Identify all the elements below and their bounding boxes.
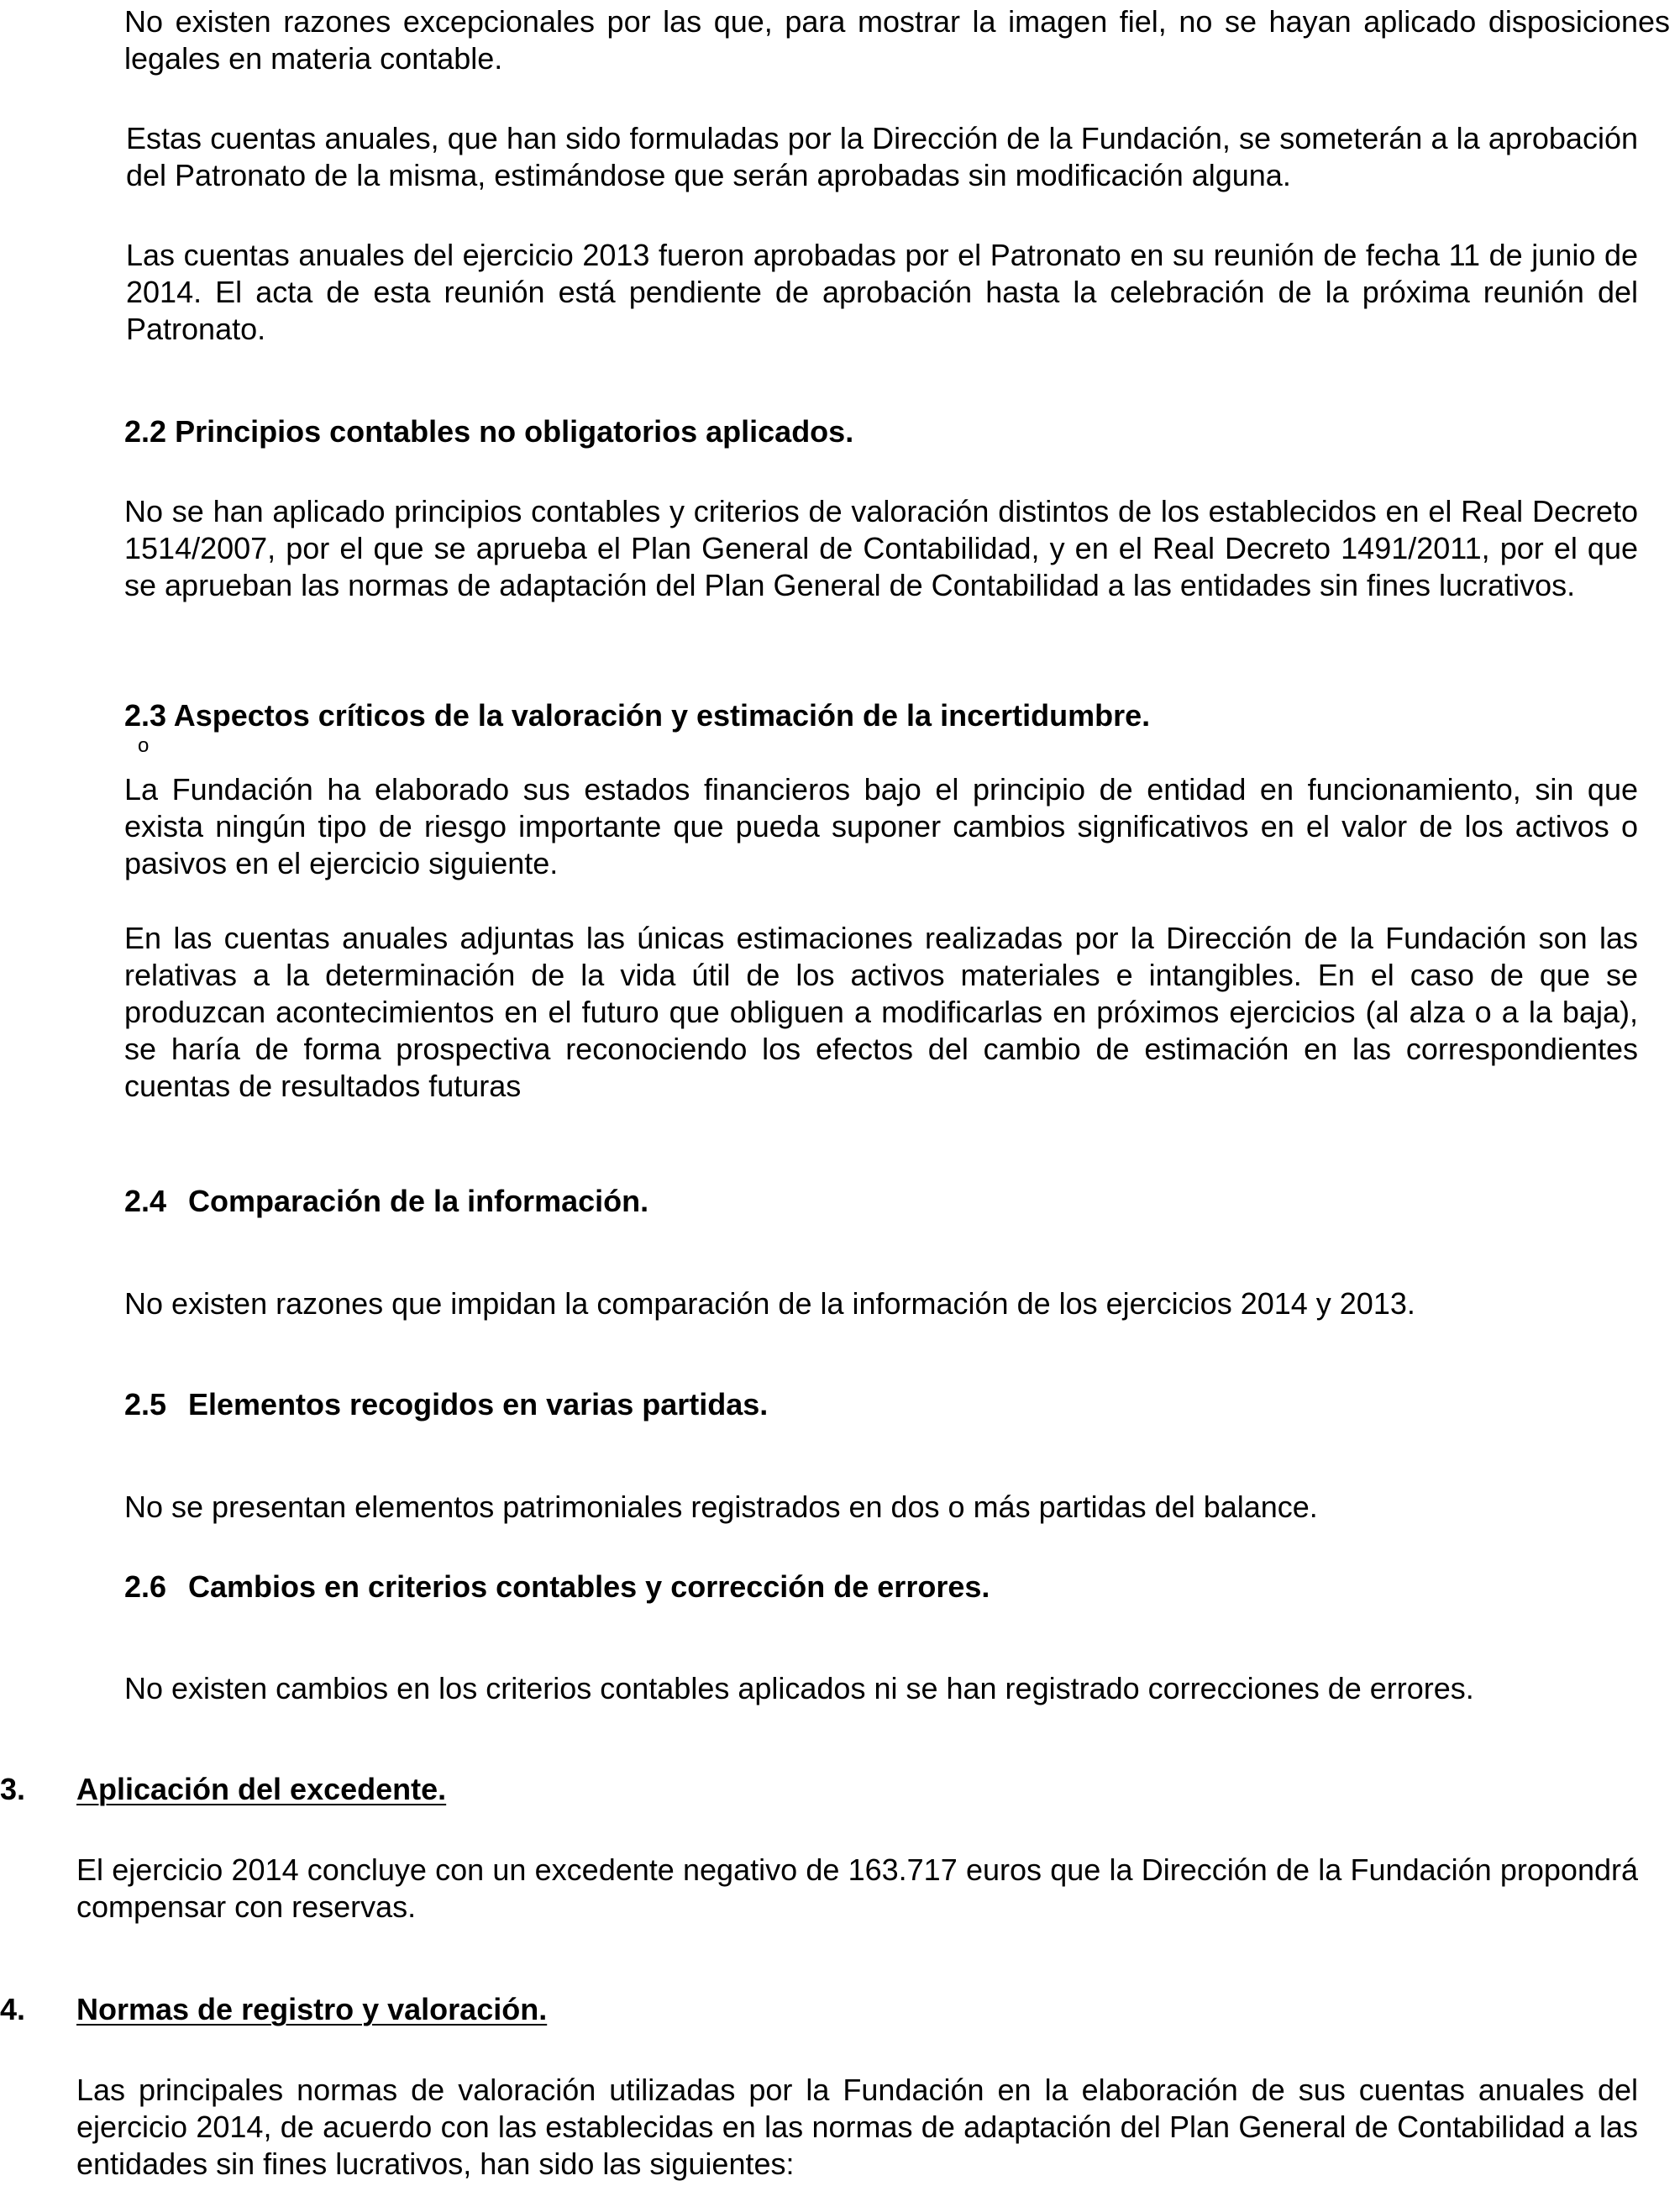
paragraph-disposiciones: No existen razones excepcionales por las que, para mostrar la imagen fiel, no se hayan aplicado disposiciones legales en materia contable. (124, 4, 1670, 76)
heading-number: 2.4 (124, 1184, 167, 1218)
heading-2-4 (124, 1183, 648, 1220)
heading-text: Aspectos críticos de la valoración y estimación de la incertidumbre. (173, 698, 1151, 733)
section-title: Normas de registro y valoración. (76, 1992, 548, 2026)
section-4-heading (0, 1991, 547, 2028)
section-number: 4. (0, 1992, 26, 2026)
paragraph-elementos: No se presentan elementos patrimoniales registrados en dos o más partidas del balance. (124, 1490, 1318, 1524)
heading-2-6 (124, 1569, 990, 1605)
heading-text: Cambios en criterios contables y corrección de errores. (188, 1569, 990, 1604)
stray-mark: o (138, 734, 150, 757)
heading-text: Principios contables no obligatorios aplicados. (175, 414, 854, 449)
paragraph-estimaciones: En las cuentas anuales adjuntas las únicas estimaciones realizadas por la Dirección de la Fundación son las relativas a la determinación de la vida útil de los activos materiales e intangibles. En el caso de que se produzcan acontecimientos en el futuro que obliguen a modificarlas en próximos ejercicios (al alza o a la baja), se haría de forma prospectiva reconociendo los efectos del cambio de estimación en las correspondientes cuentas de resultados futuras (124, 921, 1638, 1103)
heading-number: 2.3 (124, 698, 167, 733)
paragraph-entidad-funcionamiento: La Fundación ha elaborado sus estados financieros bajo el principio de entidad en funcionamiento, sin que exista ningún tipo de riesgo importante que pueda suponer cambios significativos en el valor de los activos o pasivos en el ejercicio siguiente. (124, 772, 1638, 880)
heading-text: Comparación de la información. (188, 1184, 649, 1218)
heading-2-3 (124, 697, 1150, 734)
paragraph-comparacion: No existen razones que impidan la comparación de la información de los ejercicios 2014 y 2013. (124, 1286, 1415, 1321)
section-title: Aplicación del excedente. (76, 1772, 447, 1806)
heading-number: 2.2 (124, 414, 167, 449)
heading-2-2 (124, 413, 853, 450)
paragraph-normas: Las principales normas de valoración utilizadas por la Fundación en la elaboración de sus cuentas anuales del ejercicio 2014, de acuerdo con las establecidas en las normas de adaptación del Plan General de Contabilidad a las entidades sin fines lucrativos, han sido las siguientes: (76, 2073, 1638, 2181)
heading-2-5 (124, 1386, 768, 1423)
section-number: 3. (0, 1772, 26, 1806)
paragraph-aprobacion-2013: Las cuentas anuales del ejercicio 2013 fueron aprobadas por el Patronato en su reunión de fecha 11 de junio de 2014. El acta de esta reunión está pendiente de aprobación hasta la celebración de la próxima reunión del Patronato. (126, 238, 1638, 346)
heading-text: Elementos recogidos en varias partidas. (188, 1387, 769, 1421)
paragraph-excedente: El ejercicio 2014 concluye con un excedente negativo de 163.717 euros que la Dirección de la Fundación propondrá compensar con reservas. (76, 1852, 1638, 1924)
paragraph-principios: No se han aplicado principios contables y criterios de valoración distintos de los establecidos en el Real Decreto 1514/2007, por el que se aprueba el Plan General de Contabilidad, y en el Real Decreto 1491/2011, por el que se aprueban las normas de adaptación del Plan General de Contabilidad a las entidades sin fines lucrativos. (124, 494, 1638, 602)
heading-number: 2.6 (124, 1569, 167, 1604)
section-3-heading (0, 1771, 446, 1808)
heading-number: 2.5 (124, 1387, 167, 1421)
paragraph-formulacion: Estas cuentas anuales, que han sido formuladas por la Dirección de la Fundación, se someterán a la aprobación del Patronato de la misma, estimándose que serán aprobadas sin modificación alguna. (126, 121, 1638, 192)
paragraph-cambios: No existen cambios en los criterios contables aplicados ni se han registrado correcciones de errores. (124, 1671, 1474, 1705)
